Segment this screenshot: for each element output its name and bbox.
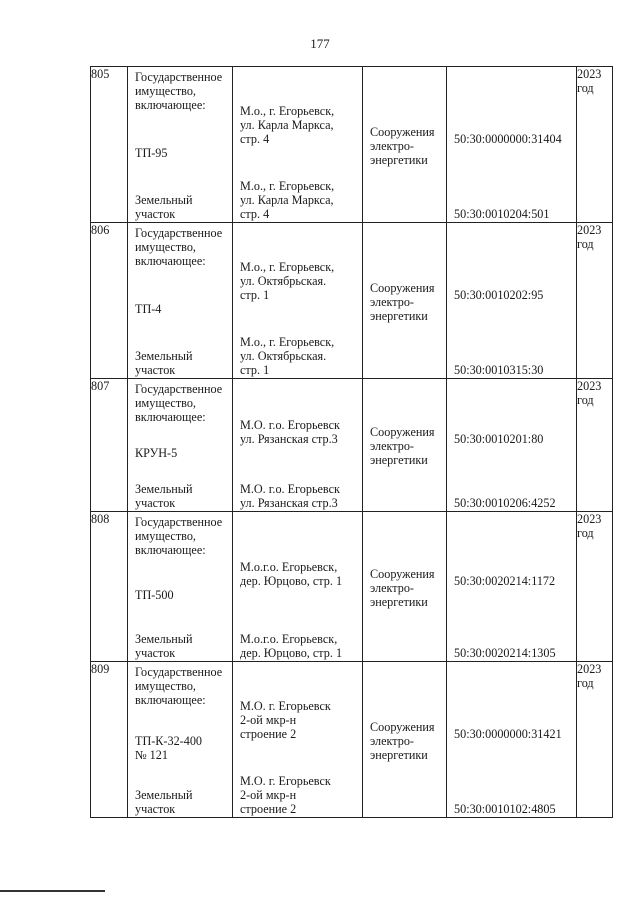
item-name: Земельный участок	[135, 193, 193, 221]
cadastral-number: 50:30:0010201:80	[454, 432, 544, 446]
cadastral-cell	[447, 223, 577, 379]
item-category	[363, 377, 446, 378]
registry-row	[91, 223, 613, 379]
registry-row	[91, 67, 613, 223]
category-cell	[363, 379, 447, 512]
entry-header: Государственное имущество, включающее:	[135, 382, 223, 424]
item-name: Земельный участок	[135, 349, 193, 377]
item-address: М.о., г. Егорьевск, ул. Карла Маркса, стр. 4	[240, 103, 335, 146]
item-address: М.о.г.о. Егорьевск, дер. Юрцово, стр. 1	[240, 559, 343, 588]
item-category: Сооружения электро- энергетики	[370, 566, 435, 609]
address-cell	[233, 223, 363, 379]
item-category	[363, 510, 446, 511]
page-number: 177	[310, 36, 330, 51]
cadastral-number: 50:30:0010315:30	[454, 363, 544, 377]
item-address: М.о.г.о. Егорьевск, дер. Юрцово, стр. 1	[240, 632, 343, 660]
item-name: Земельный участок	[135, 632, 193, 660]
item-category: Сооружения электро- энергетики	[370, 124, 435, 167]
item-category	[363, 221, 446, 222]
entry-header: Государственное имущество, включающее:	[135, 70, 223, 112]
cadastral-number: 50:30:0010206:4252	[454, 496, 556, 510]
item-name: ТП-95	[135, 145, 168, 160]
entry-number: 807	[91, 379, 128, 512]
address-cell	[233, 67, 363, 223]
cadastral-number: 50:30:0000000:31421	[454, 726, 562, 741]
address-cell	[233, 512, 363, 662]
name-cell	[128, 512, 233, 662]
item-address: М.О. г. Егорьевск 2-ой мкр-н строение 2	[240, 774, 331, 816]
cadastral-number: 50:30:0010102:4805	[454, 802, 556, 816]
entry-header: Государственное имущество, включающее:	[135, 515, 223, 557]
item-address: М.о., г. Егорьевск, ул. Октябрьская. стр. 1	[240, 335, 335, 377]
name-cell	[128, 67, 233, 223]
scan-edge-line	[0, 890, 105, 892]
entry-year: 2023 год	[577, 67, 613, 223]
item-name: ТП-4	[135, 301, 162, 316]
item-address: М.о., г. Егорьевск, ул. Карла Маркса, стр. 4	[240, 179, 335, 221]
item-address: М.О. г.о. Егорьевск ул. Рязанская стр.3	[240, 418, 340, 446]
cadastral-cell	[447, 512, 577, 662]
cadastral-cell	[447, 379, 577, 512]
registry-row	[91, 379, 613, 512]
entry-number: 809	[91, 662, 128, 818]
entry-number: 805	[91, 67, 128, 223]
item-name: ТП-500	[135, 587, 174, 602]
item-name: ТП-К-32-400 № 121	[135, 733, 203, 762]
category-cell	[363, 662, 447, 818]
category-cell	[363, 512, 447, 662]
address-cell	[233, 662, 363, 818]
item-address: М.О. г. Егорьевск 2-ой мкр-н строение 2	[240, 698, 331, 741]
category-cell	[363, 67, 447, 223]
item-address: М.О. г.о. Егорьевск ул. Рязанская стр.3	[240, 482, 340, 510]
entry-year: 2023 год	[577, 662, 613, 818]
registry-row	[91, 662, 613, 818]
item-category	[363, 660, 446, 661]
property-registry-table	[90, 66, 613, 818]
item-name: Земельный участок	[135, 788, 193, 816]
cadastral-number: 50:30:0010202:95	[454, 287, 544, 302]
name-cell	[128, 223, 233, 379]
item-address: М.о., г. Егорьевск, ул. Октябрьская. стр. 1	[240, 259, 335, 302]
registry-row	[91, 512, 613, 662]
item-category	[363, 816, 446, 817]
cadastral-number: 50:30:0010204:501	[454, 207, 550, 221]
entry-number: 806	[91, 223, 128, 379]
entry-year: 2023 год	[577, 379, 613, 512]
cadastral-cell	[447, 662, 577, 818]
entry-number: 808	[91, 512, 128, 662]
category-cell	[363, 223, 447, 379]
cadastral-number: 50:30:0020214:1305	[454, 646, 556, 660]
entry-year: 2023 год	[577, 223, 613, 379]
item-category: Сооружения электро- энергетики	[370, 425, 435, 467]
address-cell	[233, 379, 363, 512]
item-category: Сооружения электро- энергетики	[370, 280, 435, 323]
item-name: КРУН-5	[135, 446, 178, 460]
cadastral-number: 50:30:0000000:31404	[454, 131, 562, 146]
item-category: Сооружения электро- энергетики	[370, 719, 435, 762]
item-name: Земельный участок	[135, 482, 193, 510]
name-cell	[128, 379, 233, 512]
entry-header: Государственное имущество, включающее:	[135, 226, 223, 268]
name-cell	[128, 662, 233, 818]
cadastral-cell	[447, 67, 577, 223]
cadastral-number: 50:30:0020214:1172	[454, 573, 556, 588]
entry-header: Государственное имущество, включающее:	[135, 665, 223, 707]
entry-year: 2023 год	[577, 512, 613, 662]
